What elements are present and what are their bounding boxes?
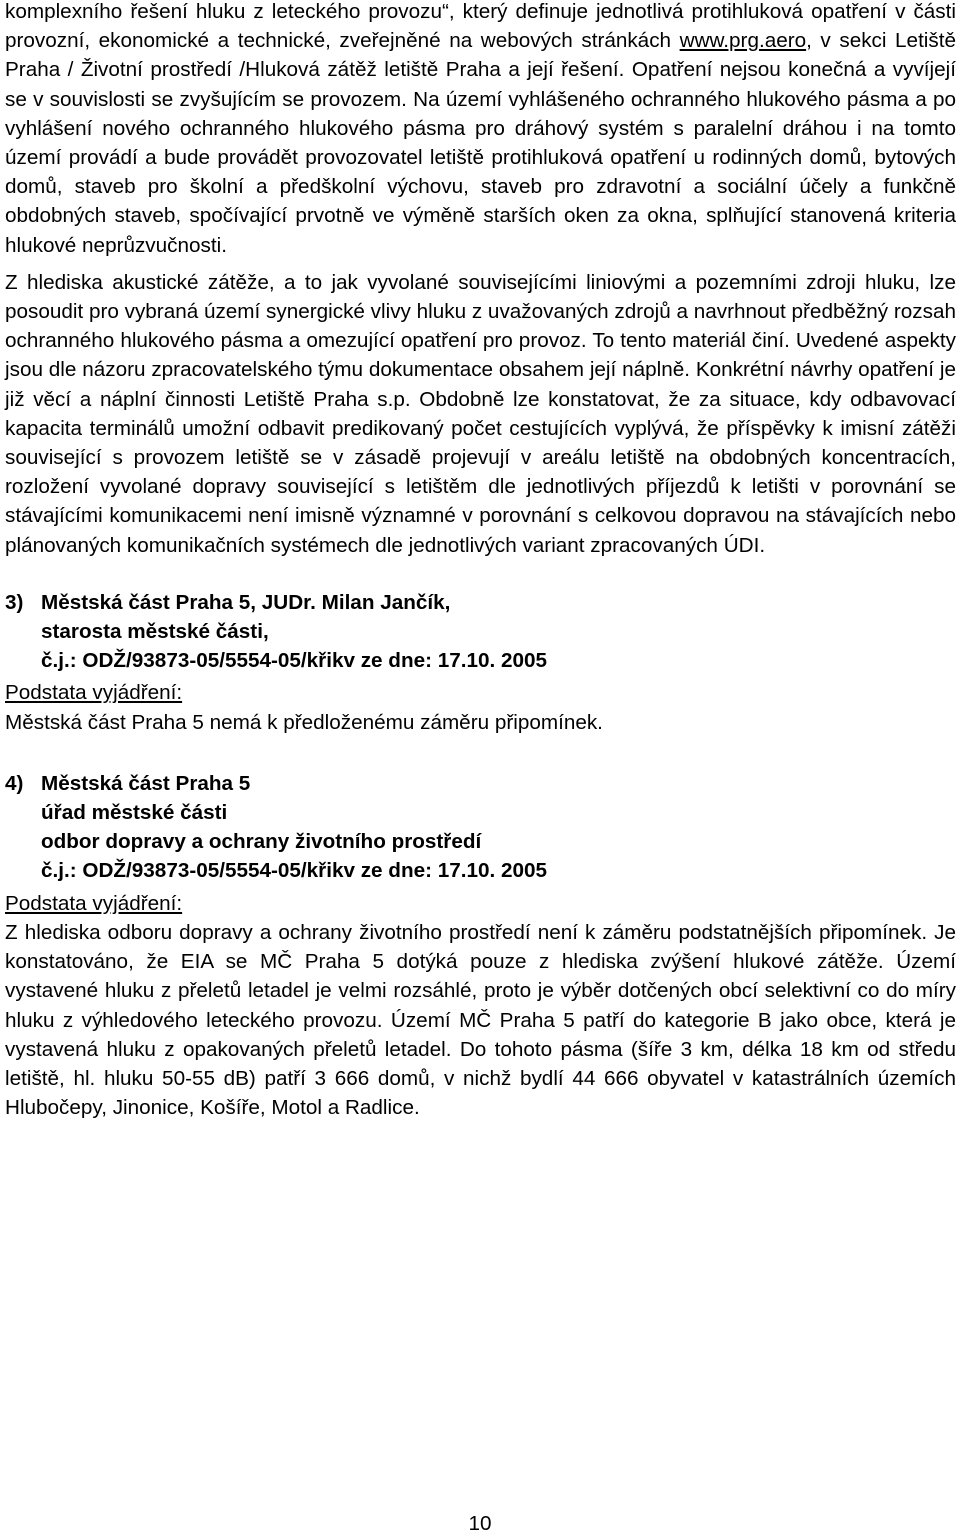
heading-line: odbor dopravy a ochrany životního prostředí — [41, 830, 482, 854]
page-number: 10 — [468, 1512, 492, 1535]
section-heading-4 — [5, 769, 956, 886]
website-link[interactable]: www.prg.aero — [679, 29, 807, 53]
section-heading-lines — [41, 588, 547, 676]
statement-text: Z hlediska odboru dopravy a ochrany životního prostředí není k záměru podstatnějších připomínek. Je konstatováno, že EIA se MČ Praha 5 dotýká pouze z hlediska zvýšení hlukové zátěže. Území vystavené hluku z přeletů letadel je velmi rozsáhlé, proto je výběr dotčených obcí selektivní co do míry hluku z výhledového leteckého provozu. Území MČ Praha 5 patří do kategorie B jako obce, která je vystavená hluku z opakovaných přeletů letadel. Do tohoto pásma (šíře 3 km, délka 18 km od středu letiště, hl. hluku 50-55 dB) patří 3 666 domů, v nichž bydlí 44 666 obyvatel v katastrálních územích Hlubočepy, Jinonice, Košíře, Motol a Radlice. — [5, 920, 956, 1120]
section-heading-3 — [5, 588, 956, 676]
heading-line: Městská část Praha 5 — [41, 771, 251, 795]
document-page — [5, 0, 956, 1122]
paragraph-acoustic-load: Z hlediska akustické zátěže, a to jak vyvolané souvisejícími liniovými a pozemními zdroji hluku, lze posoudit pro vybraná území synergické vlivy hluku z uvažovaných zdrojů a navrhnout předběžný rozsah ochranného hlukového pásma a omezující opatření pro provoz. To tento materiál činí. Uvedené aspekty jsou dle názoru zpracovatelského týmu dokumentace obsahem její náplně. Konkrétní návrhy opatření je již věcí a náplní činnosti Letiště Praha s.p. Obdobně lze konstatovat, že za situace, kdy odbavovací kapacita terminálů umožní odbavit predikovaný počet cestujících vyplývá, že příspěvky k imisní zátěži související s provozem letiště se v zásadě projevují v areálu letiště na obdobných koncentracích, rozložení vyvolané dopravy související s letištěm dle jednotlivých příjezdů k letišti v porovnání se stávajícími komunikacemi není imisně významné v porovnání s celkovou dopravou na stávajících nebo plánovaných komunikačních systémech dle jednotlivých variant zpracovaných ÚDI. — [5, 270, 956, 557]
reference-number: č.j.: ODŽ/93873-05/5554-05/křikv ze dne: 17.10. 2005 — [41, 859, 548, 883]
statement-label: Podstata vyjádření: — [5, 891, 183, 915]
section-number: 3) — [5, 590, 24, 614]
reference-number: č.j.: ODŽ/93873-05/5554-05/křikv ze dne: 17.10. 2005 — [41, 649, 548, 673]
paragraph-text: , v sekci Letiště Praha / Životní prostředí /Hluková zátěž letiště Praha a její řešení. Opatření nejsou konečná a vyvíjejí se v souvislosti se zvyšujícím se provozem. Na území vyhlášeného ochranného hlukového pásma a po vyhlášení nového ochranného hlukového pásma pro dráhový systém s paralelní dráhou i na tomto území provádí a bude provádět provozovatel letiště protihluková opatření u rodinných domů, bytových domů, staveb pro školní a předškolní výchovu, staveb pro zdravotní a sociální účely a funkčně obdobných staveb, spočívající prvotně ve výměně starších oken za okna, splňující stanovená kriteria hlukové neprůzvučnosti. — [5, 29, 957, 257]
heading-line: úřad městské části — [41, 801, 228, 825]
section-number: 4) — [5, 771, 24, 795]
heading-line: Městská část Praha 5, JUDr. Milan Jančík, — [41, 590, 451, 614]
paragraph-noise-measures — [5, 0, 956, 260]
heading-line: starosta městské části, — [41, 620, 269, 644]
statement-label: Podstata vyjádření: — [5, 681, 183, 705]
paragraph-text: komplexního řešení hluku z leteckého provozu“, který definuje jednotlivá protihluková opatření v části provozní, ekonomické a technické, zveřejněné na webových stránkách — [5, 0, 956, 53]
section-heading-lines — [41, 769, 547, 886]
statement-text: Městská část Praha 5 nemá k předloženému záměru připomínek. — [5, 710, 603, 734]
